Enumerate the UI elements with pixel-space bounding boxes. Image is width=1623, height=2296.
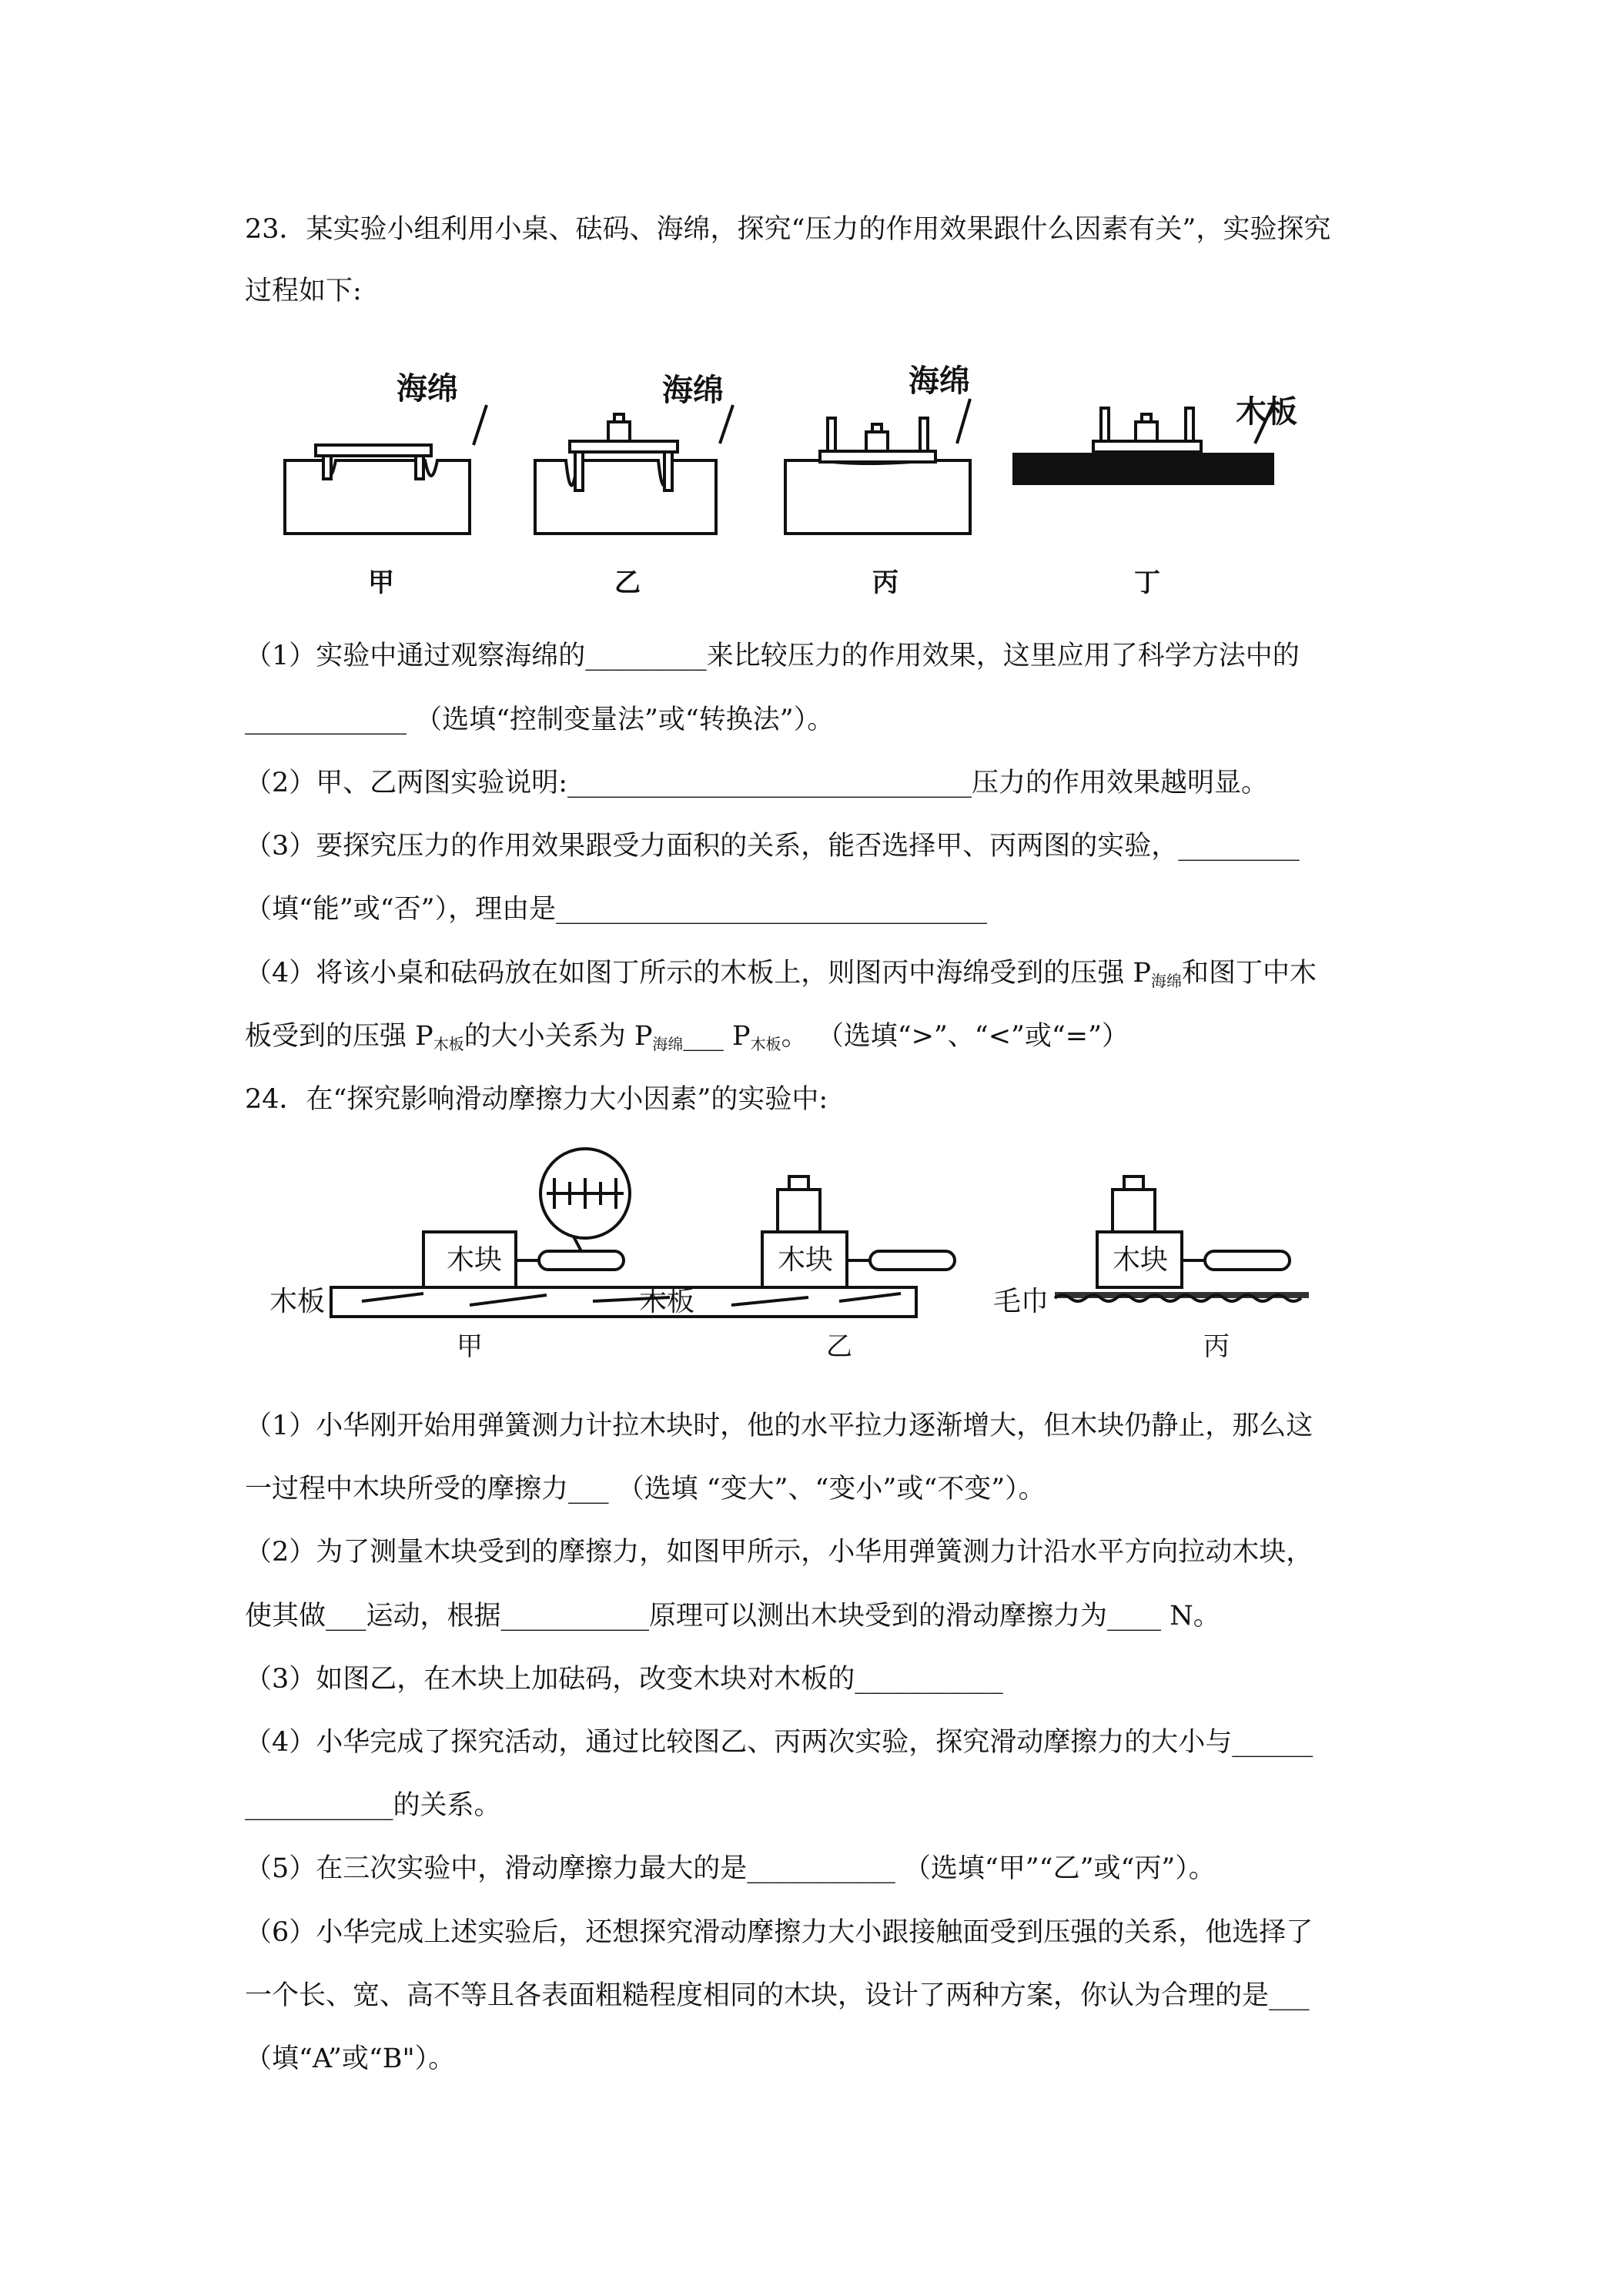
caption-yi-24: 乙	[826, 1331, 852, 1362]
q23-figure	[262, 353, 1297, 607]
sponge-label-yi: 海绵	[662, 373, 724, 408]
q23-part1-b: ____________ （选填“控制变量法”或“转换法”）。	[245, 705, 835, 735]
q23-part4-a-text2: 和图丁中木	[1181, 958, 1317, 989]
q24-part6-c: （填“A”或“B"）。	[245, 2043, 456, 2074]
q23-part3-b: （填“能”或“否”），理由是________________________________	[245, 894, 988, 925]
q23-part4-b-text1: 板受到的压强 P	[245, 1021, 433, 1052]
q24-part6-a: （6）小华完成上述实验后，还想探究滑动摩擦力大小跟接触面受到压强的关系，他选择了	[245, 1917, 1313, 1948]
towel-label: 毛巾	[993, 1286, 1049, 1317]
q23-part4-b-text2: 的大小关系为 P	[463, 1021, 653, 1052]
q23-part3-a: （3）要探究压力的作用效果跟受力面积的关系，能否选择甲、丙两图的实验，_________	[245, 831, 1300, 862]
sub-board: 木板	[433, 1035, 464, 1053]
q23-stem: 23．某实验小组利用小桌、砝码、海绵，探究“压力的作用效果跟什么因素有关”，实验探究	[245, 214, 1331, 245]
caption-bing-24: 丙	[1203, 1331, 1230, 1362]
caption-bing: 丙	[872, 567, 899, 598]
board-label-jia: 木板	[269, 1286, 326, 1317]
caption-jia-24: 甲	[457, 1331, 483, 1362]
caption-jia: 甲	[368, 567, 394, 598]
q23-stem-cont: 过程如下:	[245, 276, 362, 306]
block-label-jia: 木块	[447, 1244, 503, 1276]
q24-part3: （3）如图乙，在木块上加砝码，改变木块对木板的___________	[245, 1664, 1003, 1695]
q23-part4-b	[245, 1019, 1392, 1061]
caption-yi: 乙	[614, 567, 641, 598]
sponge-label-bing: 海绵	[909, 363, 970, 399]
sponge-label-jia: 海绵	[397, 371, 458, 407]
sub-sponge-2: 海绵	[652, 1035, 684, 1053]
q24-part2-a: （2）为了测量木块受到的摩擦力，如图甲所示，小华用弹簧测力计沿水平方向拉动木块，	[245, 1537, 1313, 1568]
q23-part4-b-text3: ___ P	[683, 1021, 751, 1052]
q24-part4-a: （4）小华完成了探究活动，通过比较图乙、丙两次实验，探究滑动摩擦力的大小与______	[245, 1727, 1313, 1758]
q24-part5: （5）在三次实验中，滑动摩擦力最大的是___________ （选填“甲”“乙”或“丙”）。	[245, 1853, 1216, 1884]
q24-part6-b: 一个长、宽、高不等且各表面粗糙程度相同的木块，设计了两种方案，你认为合理的是___	[245, 1980, 1310, 2011]
q24-part1-a: （1）小华刚开始用弹簧测力计拉木块时，他的水平拉力逐渐增大，但木块仍静止，那么这	[245, 1411, 1313, 1441]
q23-part2: （2）甲、乙两图实验说明:______________________________压力的作用效果越明显。	[245, 768, 1269, 798]
block-label-yi: 木块	[778, 1244, 834, 1276]
q23-part4-b-text4: 。 （选填“>”、“<”或“=”）	[781, 1021, 1129, 1052]
q23-part4-a-text1: （4）将该小桌和砝码放在如图丁所示的木板上，则图丙中海绵受到的压强 P	[245, 958, 1151, 989]
q24-part1-b: 一过程中木块所受的摩擦力___ （选填 “变大”、“变小”或“不变”）。	[245, 1474, 1046, 1504]
board-label-yi: 木板	[639, 1286, 695, 1317]
q24-part4-b: ___________的关系。	[245, 1790, 501, 1821]
q23-part4-a	[245, 956, 1392, 998]
sub-sponge: 海绵	[1150, 972, 1182, 990]
board-label-ding: 木板	[1236, 394, 1297, 430]
q23-part1-a: （1）实验中通过观察海绵的_________来比较压力的作用效果，这里应用了科学方法中的	[245, 641, 1300, 671]
q24-part2-b: 使其做___运动，根据___________原理可以测出木块受到的滑动摩擦力为____ N。	[245, 1601, 1220, 1632]
block-label-bing: 木块	[1113, 1244, 1169, 1276]
q24-stem: 24．在“探究影响滑动摩擦力大小因素”的实验中:	[245, 1084, 828, 1115]
sub-board-2: 木板	[750, 1035, 781, 1053]
caption-ding: 丁	[1134, 567, 1160, 598]
q24-figure	[269, 1147, 1363, 1378]
